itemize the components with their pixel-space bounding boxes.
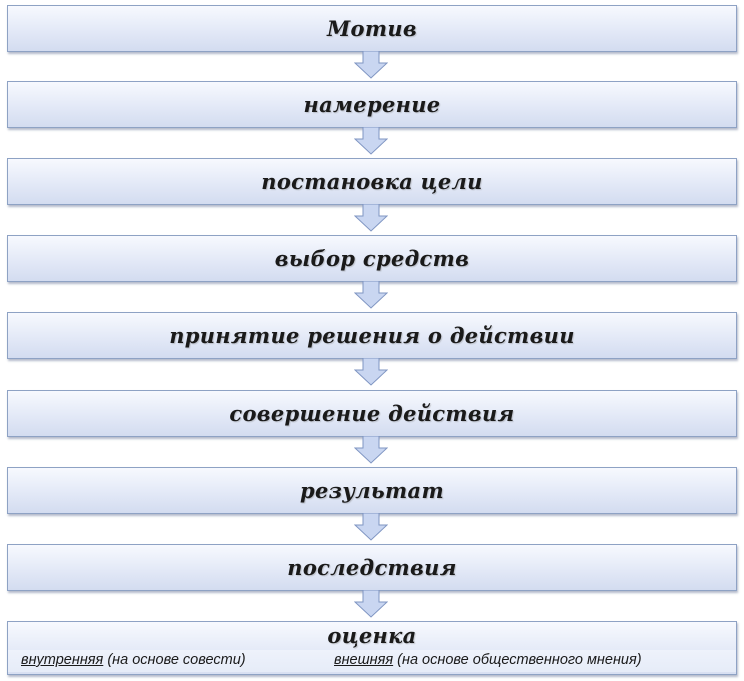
step-box [7, 390, 737, 437]
step-box-evaluation [7, 621, 737, 675]
step-box [7, 312, 737, 359]
down-arrow-icon [354, 127, 388, 155]
evaluation-subtypes [8, 650, 736, 672]
down-arrow-icon [354, 51, 388, 79]
step-box [7, 544, 737, 591]
down-arrow-icon [354, 204, 388, 232]
outer-key: внешняя [334, 652, 394, 668]
step-label-evaluation [8, 623, 736, 648]
outer-note: (на основе общественного мнения) [393, 652, 642, 668]
evaluation-outer [334, 652, 642, 668]
step-label: принятие решения о действии [169, 323, 575, 348]
down-arrow-icon [354, 358, 388, 386]
step-box [7, 235, 737, 282]
step-box [7, 158, 737, 205]
step-label: намерение [303, 92, 441, 117]
step-label: результат [300, 478, 444, 503]
inner-key: внутренняя [21, 652, 104, 668]
step-label: совершение действия [229, 401, 515, 426]
down-arrow-icon [354, 513, 388, 541]
evaluation-inner [21, 652, 246, 668]
down-arrow-icon [354, 436, 388, 464]
step-label: выбор средств [274, 246, 470, 271]
step-label: Мотив [326, 16, 418, 41]
down-arrow-icon [354, 590, 388, 618]
step-box [7, 81, 737, 128]
inner-note: (на основе совести) [103, 652, 246, 668]
step-label: последствия [287, 555, 457, 580]
evaluation-title: оценка [327, 623, 417, 648]
down-arrow-icon [354, 281, 388, 309]
step-box [7, 5, 737, 52]
step-box [7, 467, 737, 514]
step-label: постановка цели [261, 169, 483, 194]
